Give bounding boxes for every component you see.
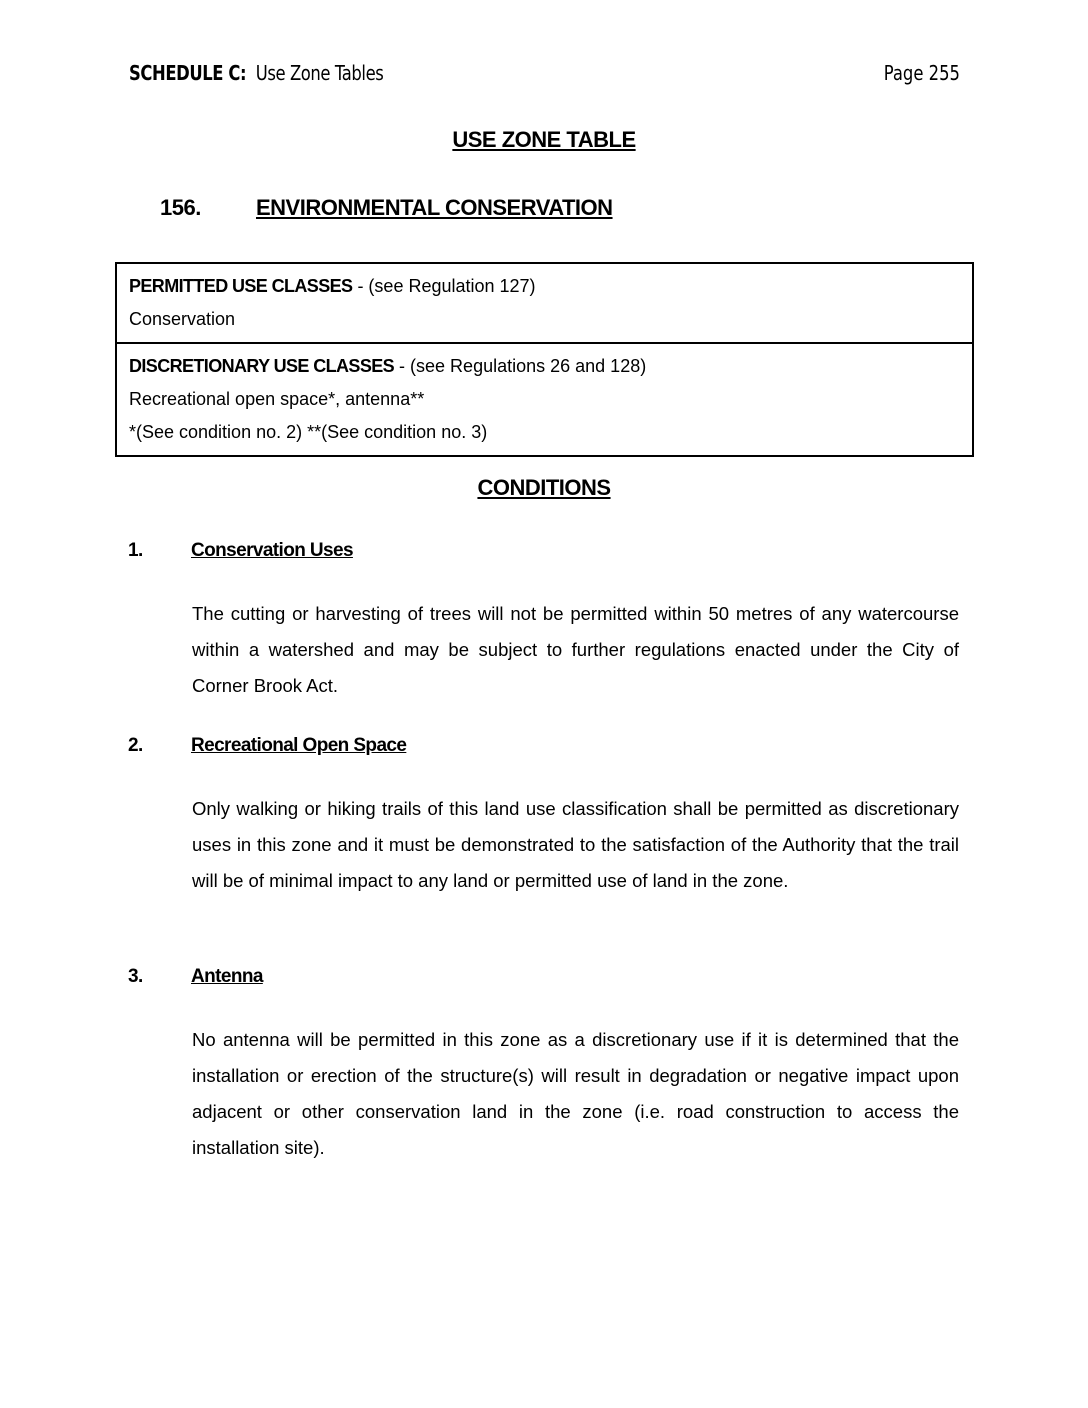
condition-heading-3 xyxy=(128,966,263,988)
condition-body-1: The cutting or harvesting of trees will not be permitted within 50 metres of any watercourse within a watershed and may be subject to further regulations enacted under the City of Corner Brook Act. xyxy=(192,603,959,696)
discretionary-reference: - (see Regulations 26 and 128) xyxy=(394,356,647,376)
use-zone-table xyxy=(115,262,974,457)
condition-title: Conservation Uses xyxy=(191,540,353,561)
discretionary-heading-line xyxy=(129,350,960,383)
permitted-reference: - (see Regulation 127) xyxy=(352,276,536,296)
page-header-left xyxy=(129,61,383,85)
schedule-label: SCHEDULE C: xyxy=(129,61,247,85)
permitted-heading: PERMITTED USE CLASSES xyxy=(129,276,353,296)
permitted-use-item: Conservation xyxy=(129,309,236,329)
condition-body-2: Only walking or hiking trails of this land use classification shall be permitted as discretionary uses in this zone and it must be demonstrated to the satisfaction of the Authority that the trail will be of minimal impact to any land or permitted use of land in the zone. xyxy=(192,798,959,891)
condition-heading-2 xyxy=(128,735,406,757)
condition-number: 1. xyxy=(128,540,143,561)
schedule-title: Use Zone Tables xyxy=(255,61,384,85)
page-number: Page 255 xyxy=(883,61,960,85)
permitted-use-row xyxy=(117,264,972,342)
conditions-title: CONDITIONS xyxy=(477,475,611,500)
condition-number: 2. xyxy=(128,735,143,756)
condition-number: 3. xyxy=(128,966,143,987)
discretionary-use-row xyxy=(117,342,972,455)
condition-title: Antenna xyxy=(191,966,263,987)
page-title: USE ZONE TABLE xyxy=(452,127,636,152)
discretionary-heading: DISCRETIONARY USE CLASSES xyxy=(129,356,395,376)
section-heading xyxy=(160,195,613,221)
permitted-heading-line xyxy=(129,270,960,303)
section-number: 156. xyxy=(160,195,201,220)
condition-heading-1 xyxy=(128,540,353,562)
condition-title: Recreational Open Space xyxy=(191,735,407,756)
discretionary-footnote: *(See condition no. 2) **(See condition no. 3) xyxy=(129,422,488,442)
discretionary-use-item: Recreational open space*, antenna** xyxy=(129,389,425,409)
section-name: ENVIRONMENTAL CONSERVATION xyxy=(256,195,613,220)
condition-body-3: No antenna will be permitted in this zone as a discretionary use if it is determined that the installation or erection of the structure(s) will result in degradation or negative impact upon adjacent or other conservation land in the zone (i.e. road construction to access the installation site). xyxy=(192,1029,959,1158)
